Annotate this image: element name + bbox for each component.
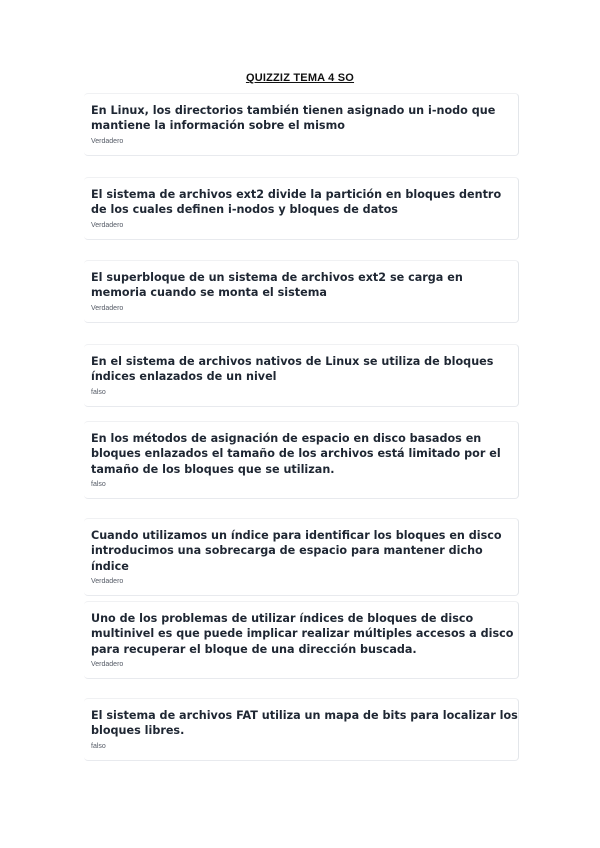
question-card xyxy=(84,260,519,323)
question-card xyxy=(84,421,519,499)
question-card xyxy=(84,344,519,407)
question-card xyxy=(84,93,519,156)
answer-text: Verdadero xyxy=(91,661,124,669)
question-card xyxy=(84,177,519,240)
answer-text: Verdadero xyxy=(91,304,124,312)
question-card xyxy=(84,601,519,679)
answer-text: falso xyxy=(91,481,106,489)
question-card xyxy=(84,698,519,761)
question-text: El sistema de archivos ext2 divide la partición en bloques dentro de los cuales definen i-nodos y bloques de datos xyxy=(91,188,502,217)
question-text: En los métodos de asignación de espacio en disco basados en bloques enlazados el tamaño de los archivos está limitado por el tamaño de los bloques que se utilizan. xyxy=(91,432,501,476)
question-text: El sistema de archivos FAT utiliza un mapa de bits para localizar los bloques libres. xyxy=(91,709,518,738)
answer-text: falso xyxy=(91,388,106,396)
question-text: En Linux, los directorios también tienen asignado un i-nodo que mantiene la información sobre el mismo xyxy=(91,104,496,133)
answer-text: falso xyxy=(91,742,106,750)
question-card xyxy=(84,518,519,596)
answer-text: Verdadero xyxy=(91,578,124,586)
question-text: Uno de los problemas de utilizar índices de bloques de disco multinivel es que puede implicar realizar múltiples accesos a disco para recuperar el bloque de una dirección buscada. xyxy=(91,612,514,656)
page-title: QUIZZIZ TEMA 4 SO xyxy=(245,72,355,84)
question-text: Cuando utilizamos un índice para identificar los bloques en disco introducimos una sobrecarga de espacio para mantener dicho índice xyxy=(91,529,502,573)
answer-text: Verdadero xyxy=(91,221,124,229)
question-text: En el sistema de archivos nativos de Linux se utiliza de bloques índices enlazados de un nivel xyxy=(91,355,494,384)
question-text: El superbloque de un sistema de archivos ext2 se carga en memoria cuando se monta el sistema xyxy=(91,271,463,300)
answer-text: Verdadero xyxy=(91,137,124,145)
